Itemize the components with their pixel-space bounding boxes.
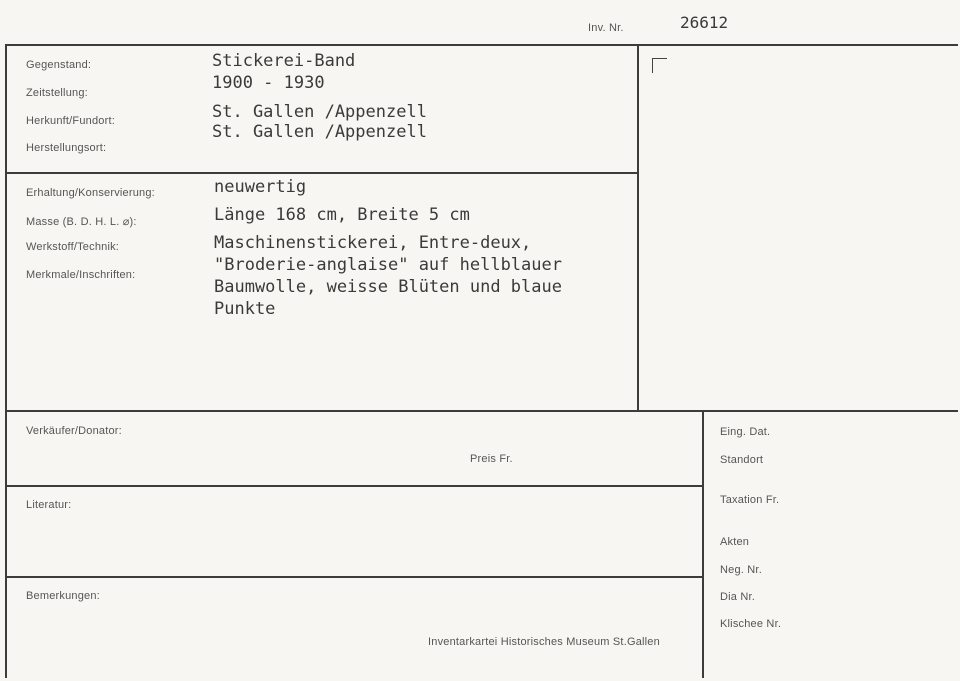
werkstoff-line: Punkte [214, 299, 276, 319]
werkstoff-line: Maschinenstickerei, Entre-deux, [214, 233, 532, 253]
werkstoff-line: Baumwolle, weisse Blüten und blaue [214, 277, 562, 297]
image-column-divider [637, 44, 639, 412]
bemerkungen-label: Bemerkungen: [26, 590, 100, 602]
middle-rule [5, 410, 958, 412]
masse-value: Länge 168 cm, Breite 5 cm [214, 205, 470, 225]
bemerkungen-rule [5, 576, 704, 578]
werkstoff-label: Werkstoff/Technik: [26, 241, 120, 253]
admin-column-divider [702, 410, 704, 678]
herkunft-value: St. Gallen /Appenzell [212, 102, 427, 122]
gegenstand-label: Gegenstand: [26, 59, 92, 71]
standort-label: Standort [720, 454, 764, 466]
inv-nr-label: Inv. Nr. [588, 22, 624, 34]
klischee-nr-label: Klischee Nr. [720, 618, 782, 630]
top-rule [5, 44, 958, 46]
footer-caption: Inventarkartei Historisches Museum St.Gallen [428, 636, 660, 648]
photo-corner-mark [652, 58, 667, 73]
akten-label: Akten [720, 536, 750, 548]
zeitstellung-value: 1900 - 1930 [212, 73, 325, 93]
herkunft-label: Herkunft/Fundort: [26, 115, 115, 127]
inv-number: 26612 [680, 13, 729, 32]
dia-nr-label: Dia Nr. [720, 591, 756, 603]
herstellungsort-label: Herstellungsort: [26, 142, 107, 154]
masse-label: Masse (B. D. H. L. ⌀): [26, 216, 137, 228]
merkmale-label: Merkmale/Inschriften: [26, 269, 136, 281]
zeitstellung-label: Zeitstellung: [26, 87, 88, 99]
preis-label: Preis Fr. [470, 453, 513, 465]
object-section-rule [5, 172, 639, 174]
erhaltung-label: Erhaltung/Konservierung: [26, 187, 155, 199]
erhaltung-value: neuwertig [214, 177, 307, 197]
herstellungsort-value: St. Gallen /Appenzell [212, 122, 427, 142]
literatur-label: Literatur: [26, 499, 72, 511]
gegenstand-value: Stickerei-Band [212, 51, 356, 71]
taxation-label: Taxation Fr. [720, 494, 780, 506]
werkstoff-line: "Broderie-anglaise" auf hellblauer [214, 255, 562, 275]
literatur-rule [5, 485, 704, 487]
eing-dat-label: Eing. Dat. [720, 426, 771, 438]
verkaeufer-label: Verkäufer/Donator: [26, 425, 122, 437]
neg-nr-label: Neg. Nr. [720, 564, 762, 576]
left-border [5, 44, 7, 678]
